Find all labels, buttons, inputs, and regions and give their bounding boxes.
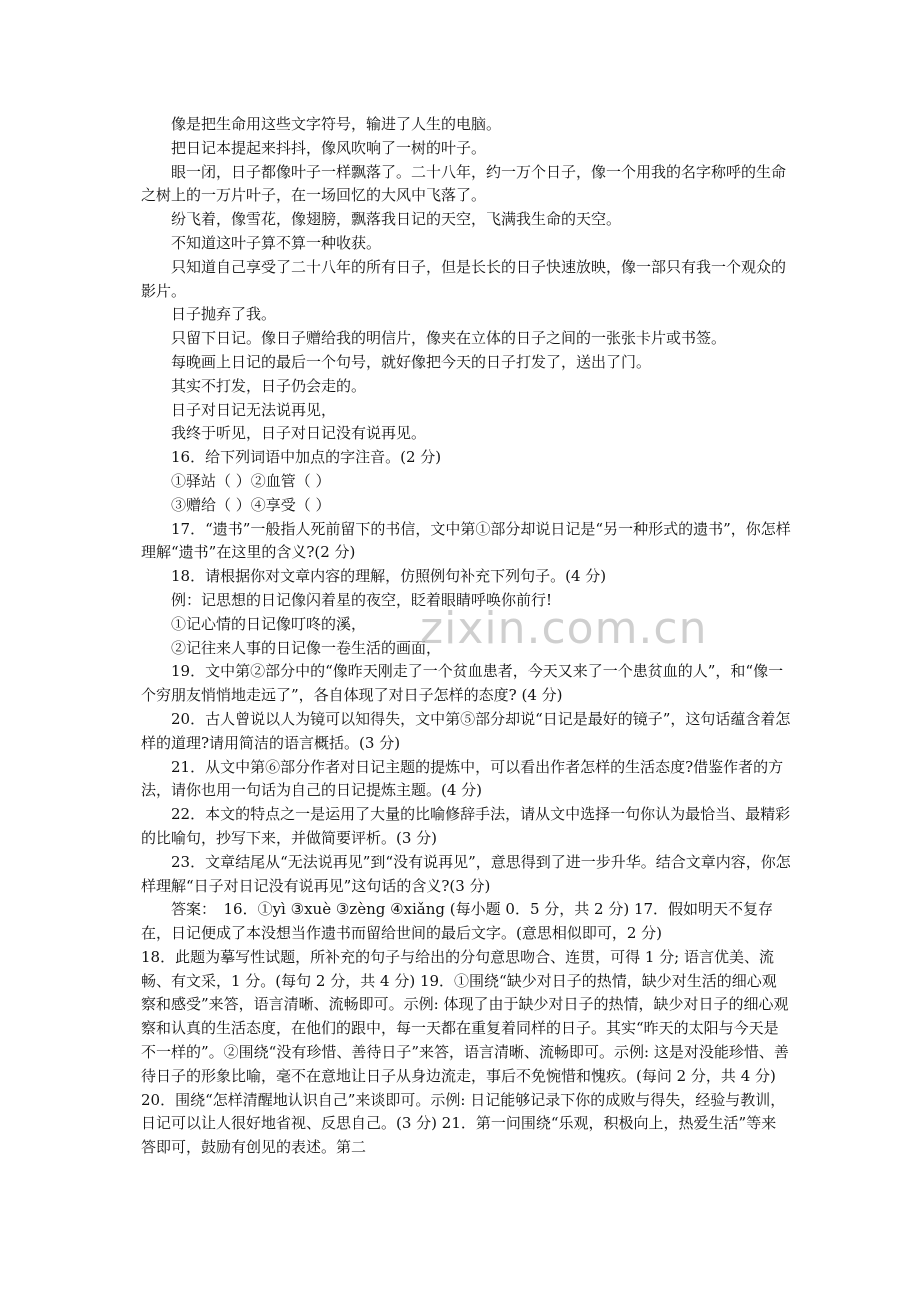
- question-16-items-a: ①驿站（ ）②血管（ ）: [171, 471, 331, 490]
- question-21: 21．从文中第⑥部分作者对日记主题的提炼中，可以看出作者怎样的生活态度?借鉴作者的方法，请你也用一句话为自己的日记提炼主题。(4 分): [141, 757, 784, 800]
- answers-heading: 答案： 16．①yì ③xuè ③zèng ④xiǎng (每小题 0．5 分，共 2 分) 17．假如明天不复存在，日记便成了本没想当作遗书而留给世间的最后文字。(意思相似即可，2 分): [141, 900, 774, 943]
- question-16: 16．给下列词语中加点的字注音。(2 分): [171, 448, 442, 467]
- question-17: 17．“遗书”一般指人死前留下的书信，文中第①部分却说日记是“另一种形式的遗书”，你怎样理解“遗书”在这里的含义?(2 分): [141, 519, 791, 562]
- paragraph: 日子抛弃了我。: [171, 305, 277, 324]
- question-18-item-1: ①记心情的日记像叮咚的溪，: [171, 614, 367, 633]
- paragraph: 眼一闭，日子都像叶子一样飘落了。二十八年，约一万个日子，像一个用我的名字称呼的生命之树上的一万片叶子，在一场回忆的大风中飞落了。: [141, 162, 787, 205]
- paragraph: 只留下日记。像日子赠给我的明信片，像夹在立体的日子之间的一张张卡片或书签。: [171, 329, 727, 348]
- question-16-items-b: ③赠给（ ）④享受（ ）: [171, 495, 331, 514]
- paragraph: 不知道这叶子算不算一种收获。: [171, 233, 382, 252]
- paragraph: 我终于听见，日子对日记没有说再见。: [171, 424, 427, 443]
- question-19: 19．文中第②部分中的“像昨天刚走了一个贫血患者，今天又来了一个患贫血的人”，和“像一个穷朋友悄悄地走远了”，各自体现了对日子怎样的态度? (4 分): [141, 662, 784, 705]
- watermark: zixin.com.cn: [420, 603, 708, 654]
- question-22: 22．本文的特点之一是运用了大量的比喻修辞手法，请从文中选择一句你认为最恰当、最精彩的比喻句，抄写下来，并做简要评析。(3 分): [141, 805, 791, 847]
- paragraph: 只知道自己享受了二十八年的所有日子，但是长长的日子快速放映，像一部只有我一个观众的影片。: [141, 257, 787, 300]
- paragraph: 纷飞着，像雪花，像翅膀，飘落我日记的天空，飞满我生命的天空。: [171, 210, 622, 229]
- question-18-example: 例：记思想的日记像闪着星的夜空，眨着眼睛呼唤你前行!: [171, 590, 553, 609]
- paragraph: 像是把生命用这些文字符号，输进了人生的电脑。: [171, 115, 502, 133]
- paragraph: 把日记本提起来抖抖，像风吹响了一树的叶子。: [171, 138, 487, 157]
- question-23: 23．文章结尾从“无法说再见”到“没有说再见”，意思得到了进一步升华。结合文章内容，你怎样理解“日子对日记没有说再见”这句话的含义?(3 分): [141, 852, 791, 895]
- paragraph: 日子对日记无法说再见，: [171, 400, 337, 419]
- paragraph: 每晚画上日记的最后一个句号，就好像把今天的日子打发了，送出了门。: [171, 352, 652, 371]
- paragraph: 其实不打发，日子仍会走的。: [171, 376, 367, 395]
- answers-body: 18．此题为摹写性试题，所补充的句子与给出的分句意思吻合、连贯，可得 1 分; 语言优美、流畅、有文采，1 分。(每句 2 分，共 4 分) 19．①围绕“缺少对日子的热情，缺少对生活的细心观察和感受”来答，语言清晰、流畅即可。示例: 体现了由于缺少对日子的热情，缺少对日子的细心观察和认真的生活态度，在他们的跟中，每一天都在重复着同样的日子。其实“昨天的太阳与今天是不一样的”。②围绕“没有珍惜、善待日子”来答，语言清晰、流畅即可。示例: 这是对没能珍惜、善待日子的形象比喻，毫不在意地让日子从身边流走，事后不免惋惜和愧疚。(每问 2 分，共 4 分) 20．围绕“怎样清醒地认识自己”来谈即可。示例: 日记能够记录下你的成败与得失，经验与教训，日记可以让人很好地省视、反思自己。(3 分) 21．第一问围绕“乐观，积极向上，热爱生活”等来答即可，鼓励有创见的表述。第二: [141, 947, 789, 1157]
- question-18: 18．请根据你对文章内容的理解，仿照例句补充下列句子。(4 分): [171, 567, 607, 586]
- question-20: 20．古人曾说以人为镜可以知得失，文中第⑤部分却说“日记是最好的镜子”，这句话蕴含着怎样的道理?请用简洁的语言概括。(3 分): [141, 709, 791, 752]
- question-18-item-2: ②记往来人事的日记像一卷生活的画面，: [171, 638, 442, 657]
